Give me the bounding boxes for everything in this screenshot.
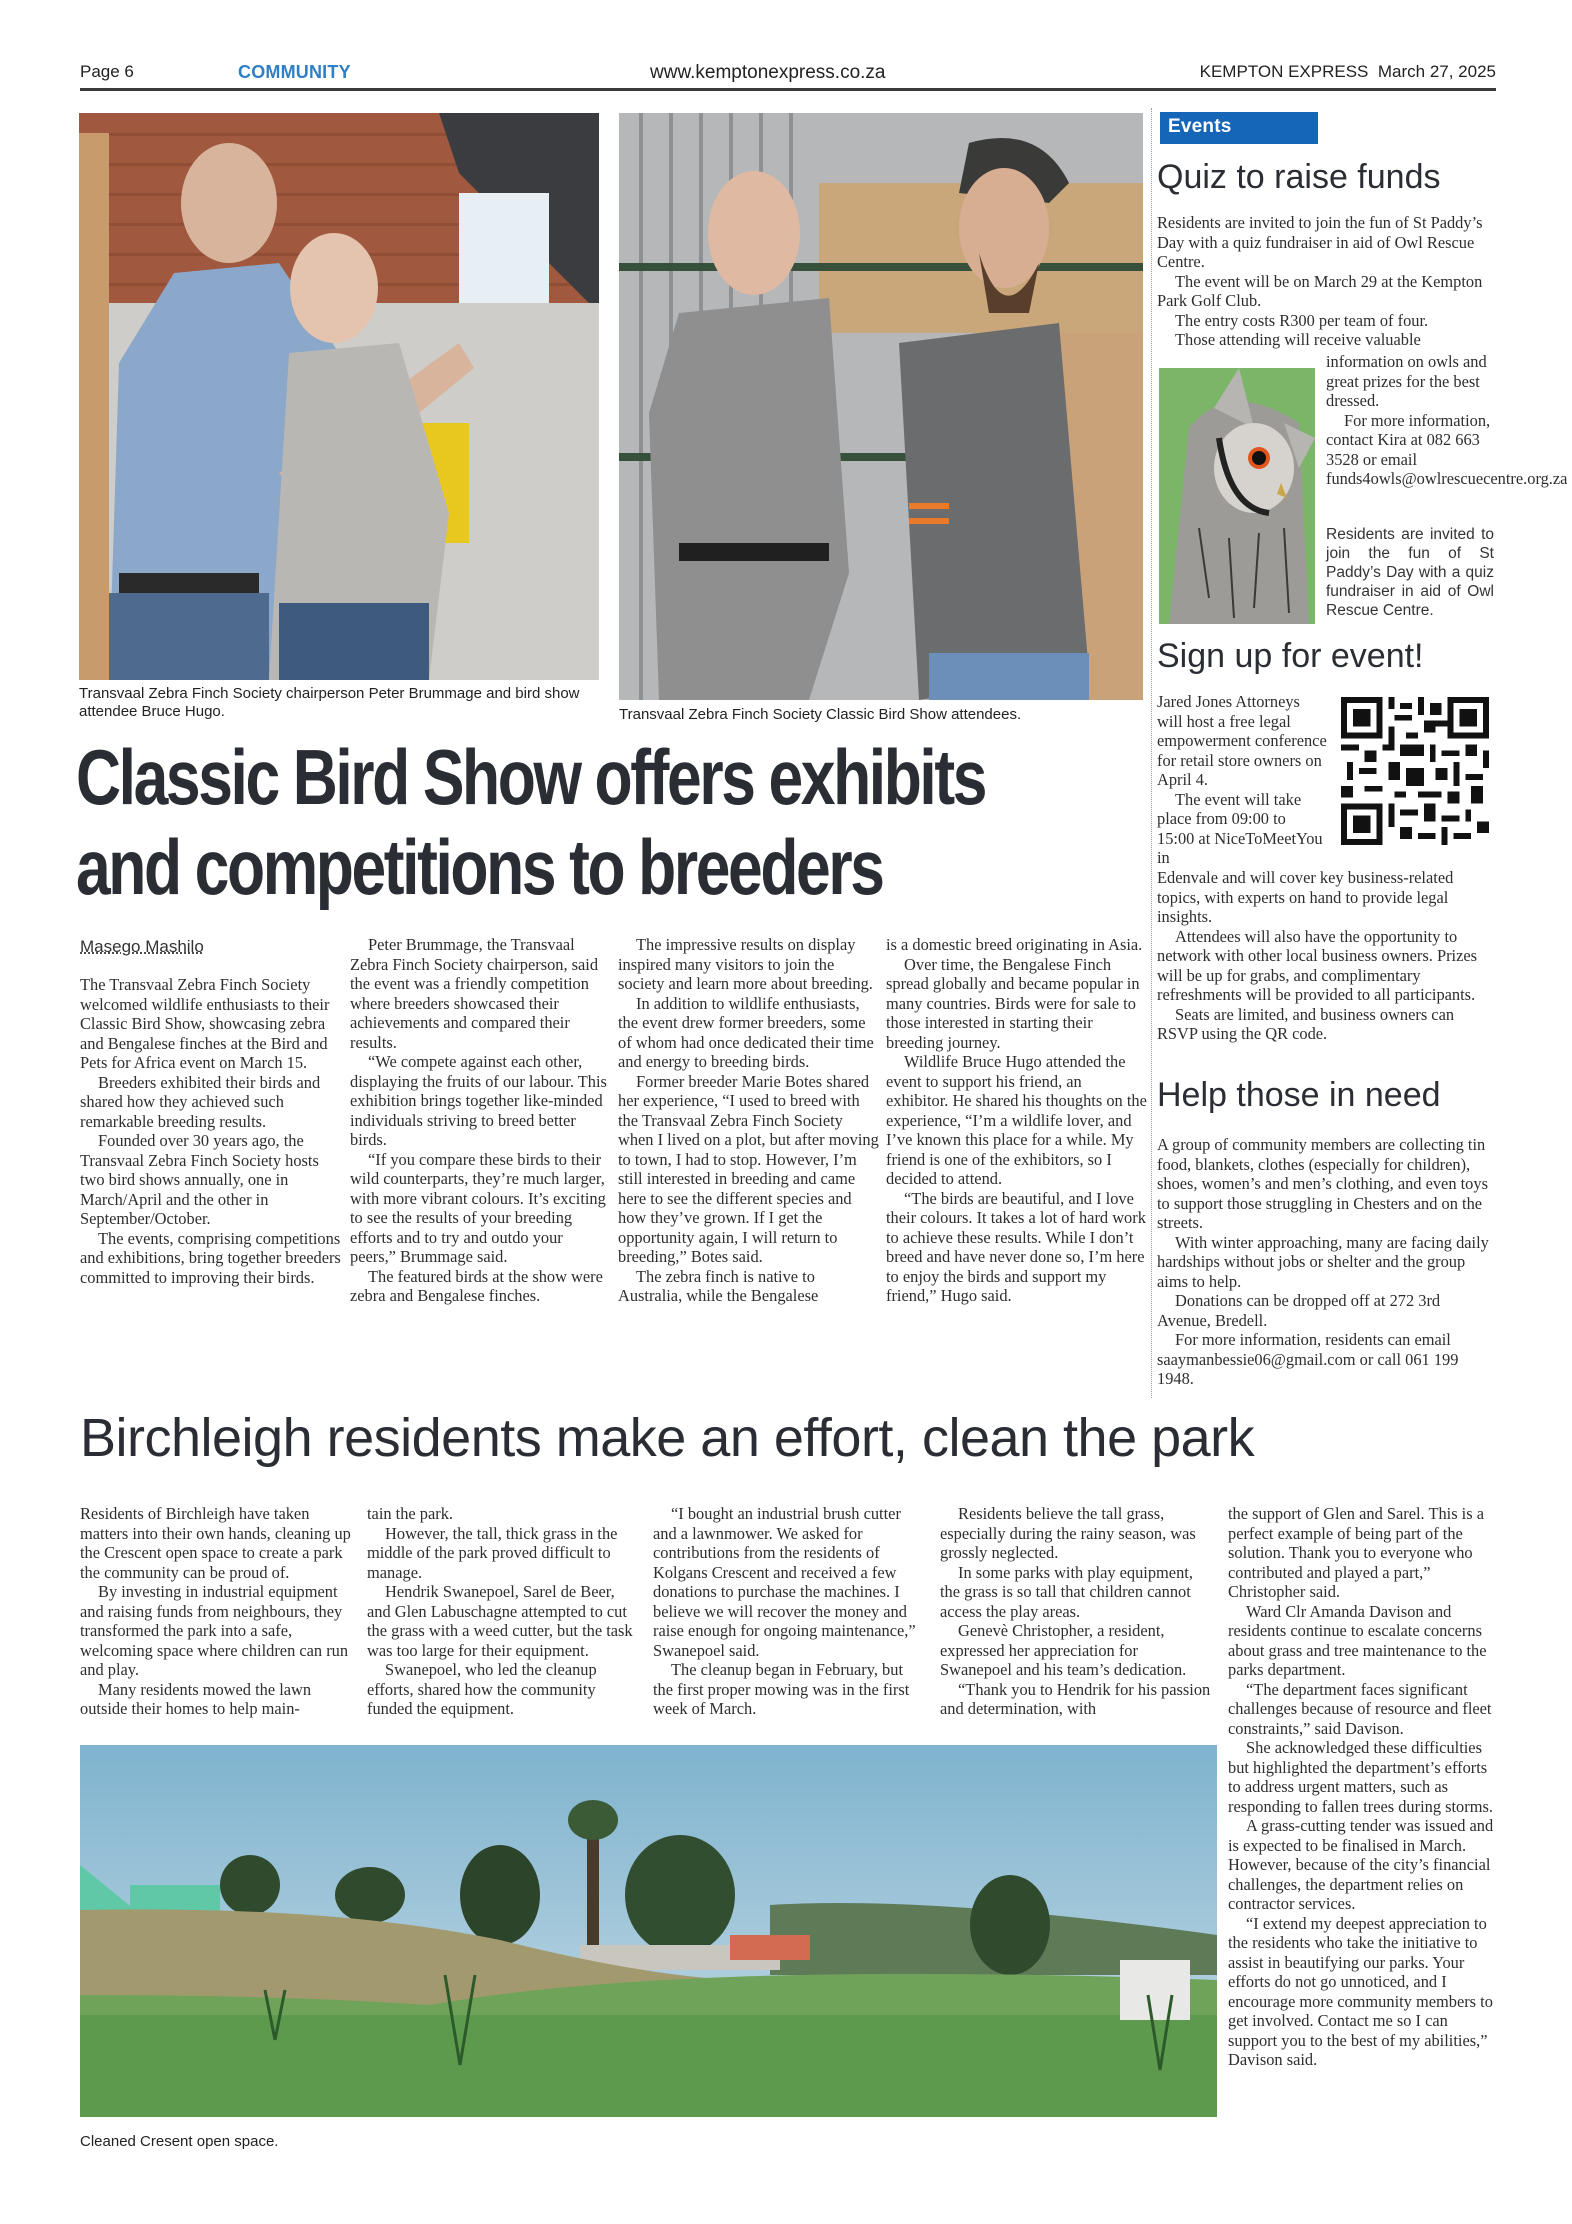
quiz-body [1157, 213, 1493, 350]
birchleigh-column-5 [1228, 1504, 1500, 2070]
bird-show-headline [76, 735, 1212, 909]
events-tag: Events [1160, 112, 1318, 144]
help-title: Help those in need [1157, 1076, 1441, 1114]
article-paragraph: The featured birds at the show were zebra and Bengalese finches. [350, 1266, 603, 1305]
section-label: COMMUNITY [238, 62, 351, 82]
page-number: Page 6 [80, 62, 134, 81]
article-paragraph: Ward Clr Amanda Davison and residents continue to escalate concerns about grass and tree maintenance to the parks department. [1228, 1601, 1487, 1679]
headline-line-2: and competitions to breeders [76, 823, 883, 911]
quiz-paragraph: The event will be on March 29 at the Kempton Park Golf Club. [1157, 271, 1483, 310]
article-paragraph: Over time, the Bengalese Finch spread globally and became popular in many countries. Birds were for sale to those interested in starting their breeding journey. [886, 954, 1140, 1052]
article-paragraph: The events, comprising competitions and exhibitions, bring together breeders committed to improving their birds. [80, 1228, 341, 1287]
signup-paragraph: The event will take place from 09:00 to 15:00 at NiceToMeetYou in [1157, 789, 1323, 867]
help-body [1157, 1135, 1497, 1389]
article-paragraph: She acknowledged these difficulties but highlighted the department’s efforts to address urgent matters, such as responding to fallen trees during storms. [1228, 1738, 1493, 1816]
article-paragraph: By investing in industrial equipment and raising funds from neighbours, they transformed the park into a safe, welcoming space where children can run and play. [80, 1582, 349, 1679]
birchleigh-column-2 [367, 1504, 639, 1719]
help-paragraph: A group of community members are collecting tin food, blankets, clothes (especially for children), shoes, women’s and men’s clothing, and even toys to support those struggling in Chesters and on the streets. [1157, 1135, 1488, 1232]
birchleigh-column-4 [940, 1504, 1212, 1719]
quiz-paragraph: Residents are invited to join the fun of St Paddy’s Day with a quiz fundraiser in aid of Owl Rescue Centre. [1157, 213, 1483, 271]
quiz-paragraph: The entry costs R300 per team of four. [1175, 310, 1429, 330]
help-paragraph: Donations can be dropped off at 272 3rd Avenue, Bredell. [1157, 1291, 1441, 1330]
article-paragraph: Founded over 30 years ago, the Transvaal Zebra Finch Society hosts two bird shows annually, one in March/April and the other in September/October. [80, 1131, 319, 1228]
photo2-caption: Transvaal Zebra Finch Society Classic Bird Show attendees. [619, 706, 1022, 723]
crescent-photo-caption: Cleaned Cresent open space. [80, 2133, 279, 2150]
article-paragraph: Peter Brummage, the Transvaal Zebra Finch Society chairperson, said the event was a friendly competition where breeders showcased their achievements and compared their results. [350, 935, 599, 1052]
article-paragraph: Swanepoel, who led the cleanup efforts, shared how the community funded the equipment. [367, 1660, 597, 1718]
article-paragraph: “Thank you to Hendrik for his passion and determination, with [940, 1679, 1211, 1718]
quiz-paragraph: For more information, contact Kira at 082 663 3528 or email funds4owls@owlrescuecentre.org.za [1326, 410, 1568, 488]
paper-name: KEMPTON EXPRESS [1199, 62, 1369, 81]
signup-paragraph: Attendees will also have the opportunity to network with other local business owners. Prizes will be up for grabs, and complimentary refreshments will be provided to all participants. [1157, 926, 1478, 1004]
quiz-body-wrap [1326, 352, 1568, 489]
article-paragraph: The impressive results on display inspired many visitors to join the society and learn more about breeding. [618, 935, 873, 993]
help-paragraph: With winter approaching, many are facing daily hardships without jobs or shelter and the group aims to help. [1157, 1232, 1489, 1291]
article-paragraph: “The birds are beautiful, and I love their colours. It takes a lot of hard work to achieve these results. While I don’t breed and have never done so, I’m here to enjoy the birds and support my friend,” Hugo said. [886, 1188, 1146, 1305]
article-paragraph: In addition to wildlife enthusiasts, the event drew former breeders, some of whom had once dedicated their time and energy to breeding birds. [618, 993, 874, 1071]
masthead [1200, 62, 1496, 82]
article-paragraph: Residents believe the tall grass, especially during the rainy season, was grossly neglected. [940, 1504, 1196, 1562]
owl-photo [1159, 368, 1315, 624]
headline-line-1: Classic Bird Show offers exhibits [76, 733, 986, 821]
article-paragraph: In some parks with play equipment, the grass is so tall that children cannot access the play areas. [940, 1562, 1193, 1621]
photo1-caption: Transvaal Zebra Finch Society chairperson Peter Brummage and bird show attendee Bruce Hugo. [79, 685, 580, 720]
article-paragraph: Former breeder Marie Botes shared her experience, “I used to breed with the Transvaal Zebra Finch Society when I lived on a plot, but after moving to town, I had to stop. However, I’m still interested in breeding and came here to see the different species and how they’ve grown. If I get the opportunity again, I will return to breeding,” Botes said. [618, 1071, 879, 1266]
photo-crescent-open-space [80, 1745, 1217, 2117]
article-paragraph: Many residents mowed the lawn outside their homes to help main- [80, 1679, 312, 1718]
article-paragraph: Residents of Birchleigh have taken matters into their own hands, cleaning up the Crescent open space to create a park the community can be proud of. [80, 1504, 351, 1582]
article-paragraph: Wildlife Bruce Hugo attended the event to support his friend, an exhibitor. He shared his thoughts on the experience, “I’m a wildlife lover, and I’ve known this place for a while. My friend is one of the exhibitors, so I decided to attend. [886, 1052, 1147, 1188]
article-paragraph: The cleanup began in February, but the first proper mowing was in the first week of March. [653, 1660, 910, 1718]
quiz-paragraph: information on owls and great prizes for the best dressed. [1326, 352, 1487, 410]
signup-paragraph: Jared Jones Attorneys will host a free legal empowerment conference for retail store owners on April 4. [1157, 692, 1327, 789]
article-paragraph: “The department faces significant challenges because of resource and fleet constraints,” said Davison. [1228, 1679, 1492, 1738]
article-paragraph: The Transvaal Zebra Finch Society welcomed wildlife enthusiasts to their Classic Bird Show, showcasing zebra and Bengalese finches at the Bird and Pets for Africa event on March 15. [80, 975, 330, 1072]
article-paragraph: is a domestic breed originating in Asia. [886, 935, 1143, 954]
website-url[interactable]: www.kemptonexpress.co.za [650, 62, 886, 83]
article-paragraph: “We compete against each other, displaying the fruits of our labour. This exhibition brings together like-minded individuals striving to breed better birds. [350, 1052, 607, 1149]
article-paragraph: Hendrik Swanepoel, Sarel de Beer, and Glen Labuschagne attempted to cut the grass with a weed cutter, but the task was too large for their equipment. [367, 1582, 633, 1660]
birchleigh-column-3 [653, 1504, 925, 1719]
bird-show-column-1 [80, 975, 342, 1287]
bird-show-column-2 [350, 935, 612, 1306]
byline[interactable]: Masego Mashilo [80, 937, 204, 956]
article-paragraph: tain the park. [367, 1504, 454, 1523]
article-paragraph: “If you compare these birds to their wild counterparts, they’re much larger, with more vibrant colours. It’s exciting to see the results of your breeding efforts and to try and outdo your peers,” Brummage said. [350, 1149, 606, 1266]
owl-photo-caption: Residents are invited to join the fun of St Paddy’s Day with a quiz fundraiser in aid of Owl Rescue Centre. [1326, 526, 1494, 619]
help-paragraph: For more information, residents can email saaymanbessie06@gmail.com or call 061 199 1948. [1157, 1330, 1459, 1388]
signup-paragraph: Edenvale and will cover key business-related topics, with experts on hand to provide legal insights. [1157, 868, 1454, 926]
bird-show-column-3 [618, 935, 880, 1306]
article-paragraph: Genevè Christopher, a resident, expressed her appreciation for Swanepoel and his team’s dedication. [940, 1621, 1187, 1679]
issue-date: March 27, 2025 [1377, 62, 1496, 81]
header-rule [80, 88, 1496, 91]
article-paragraph: The zebra finch is native to Australia, while the Bengalese [618, 1266, 819, 1305]
signup-body-wrap [1157, 692, 1327, 868]
photo-show-attendees [619, 113, 1143, 700]
article-paragraph: However, the tall, thick grass in the middle of the park proved difficult to manage. [367, 1523, 618, 1582]
birchleigh-headline: Birchleigh residents make an effort, clean the park [80, 1408, 1255, 1468]
article-paragraph: “I extend my deepest appreciation to the residents who take the initiative to assist in beautifying our parks. Your efforts do not go unnoticed, and I encourage more community members to get involved. Contact me so I can support you to the best of my abilities,” Davison said. [1228, 1913, 1493, 2069]
rsvp-qr-code[interactable] [1340, 697, 1490, 845]
bird-show-column-4 [886, 935, 1148, 1306]
signup-paragraph: Seats are limited, and business owners can RSVP using the QR code. [1157, 1004, 1455, 1043]
quiz-title: Quiz to raise funds [1157, 158, 1441, 196]
photo-brummage-hugo [79, 113, 599, 680]
article-paragraph: A grass-cutting tender was issued and is expected to be finalised in March. However, because of the city’s financial challenges, the department relies on contractor services. [1228, 1816, 1494, 1913]
quiz-paragraph: Those attending will receive valuable [1175, 330, 1421, 349]
article-paragraph: Breeders exhibited their birds and shared how they achieved such remarkable breeding results. [80, 1072, 321, 1131]
signup-title: Sign up for event! [1157, 637, 1424, 675]
article-paragraph: “I bought an industrial brush cutter and a lawnmower. We asked for contributions from the residents of Kolgans Crescent and received a few donations to purchase the machines. I believe we will recover the money and raise enough for ongoing maintenance,” Swanepoel said. [653, 1504, 916, 1660]
article-paragraph: the support of Glen and Sarel. This is a perfect example of being part of the solution. Thank you to everyone who contributed and played a part,” Christopher said. [1228, 1504, 1484, 1601]
birchleigh-column-1 [80, 1504, 352, 1719]
sidebar-divider [1151, 108, 1152, 1398]
signup-body [1157, 868, 1497, 1044]
